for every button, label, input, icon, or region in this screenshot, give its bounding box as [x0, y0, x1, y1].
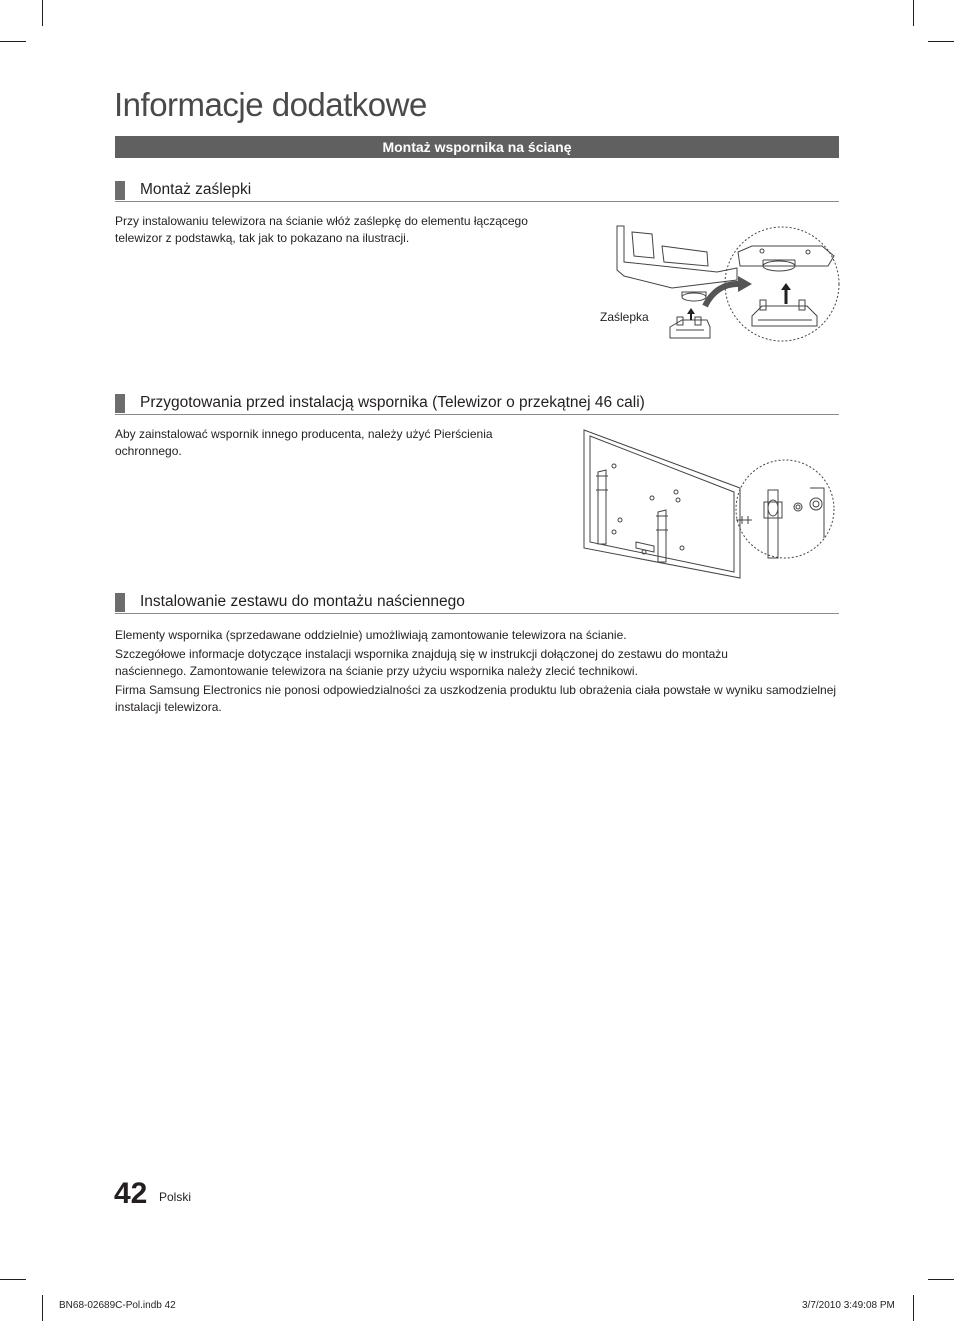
crop-mark: [0, 41, 26, 42]
subheading-preparation: [115, 393, 839, 415]
heading-marker: [115, 394, 125, 413]
subheading-blank-cover: [115, 180, 839, 202]
section-title-bar: Montaż wspornika na ścianę: [115, 136, 839, 158]
page-language: Polski: [159, 1190, 192, 1204]
crop-mark: [913, 0, 914, 26]
page-title: Informacje dodatkowe: [114, 86, 427, 123]
subheading-wall-mount-kit: [115, 592, 839, 614]
print-file-name: BN68-02689C-Pol.indb 42: [59, 1300, 176, 1311]
protective-ring-illustration: [582, 428, 838, 582]
crop-mark: [42, 1295, 43, 1321]
preparation-text: Aby zainstalować wspornik innego producenta, należy użyć Pierścienia ochronnego.: [115, 427, 493, 458]
kit-paragraph: Szczegółowe informacje dotyczące instalacji wspornika znajdują się w instrukcji dołączonej do zestawu do montażu naściennego. Zamontowanie telewizora na ścianie przy użyciu wspornika należy zlecić technikowi.: [115, 647, 728, 678]
figure-label-blank-cover: Zaślepka: [600, 310, 649, 324]
subheading-label: Instalowanie zestawu do montażu naściennego: [140, 593, 465, 610]
crop-mark: [928, 1279, 954, 1280]
kit-paragraph: Firma Samsung Electronics nie ponosi odpowiedzialności za uszkodzenia produktu lub obrażenia ciała powstałe w wyniku samodzielnej instalacji telewizora.: [115, 683, 837, 714]
blank-cover-illustration: [612, 222, 840, 346]
crop-mark: [913, 1295, 914, 1321]
heading-marker: [115, 593, 125, 612]
heading-marker: [115, 181, 125, 200]
page-number: 42: [114, 1177, 148, 1210]
crop-mark: [0, 1279, 26, 1280]
subheading-label: Przygotowania przed instalacją wspornika (Telewizor o przekątnej 46 cali): [140, 394, 645, 411]
blank-cover-text: Przy instalowaniu telewizora na ścianie włóż zaślepkę do elementu łączącego telewizor z podstawką, tak jak to pokazano na ilustracji.: [115, 214, 528, 245]
crop-mark: [928, 41, 954, 42]
print-timestamp: 3/7/2010 3:49:08 PM: [802, 1300, 895, 1311]
crop-mark: [42, 0, 43, 26]
kit-paragraph: Elementy wspornika (sprzedawane oddzielnie) umożliwiają zamontowanie telewizora na ścianie.: [115, 628, 627, 642]
subheading-label: Montaż zaślepki: [140, 181, 252, 198]
